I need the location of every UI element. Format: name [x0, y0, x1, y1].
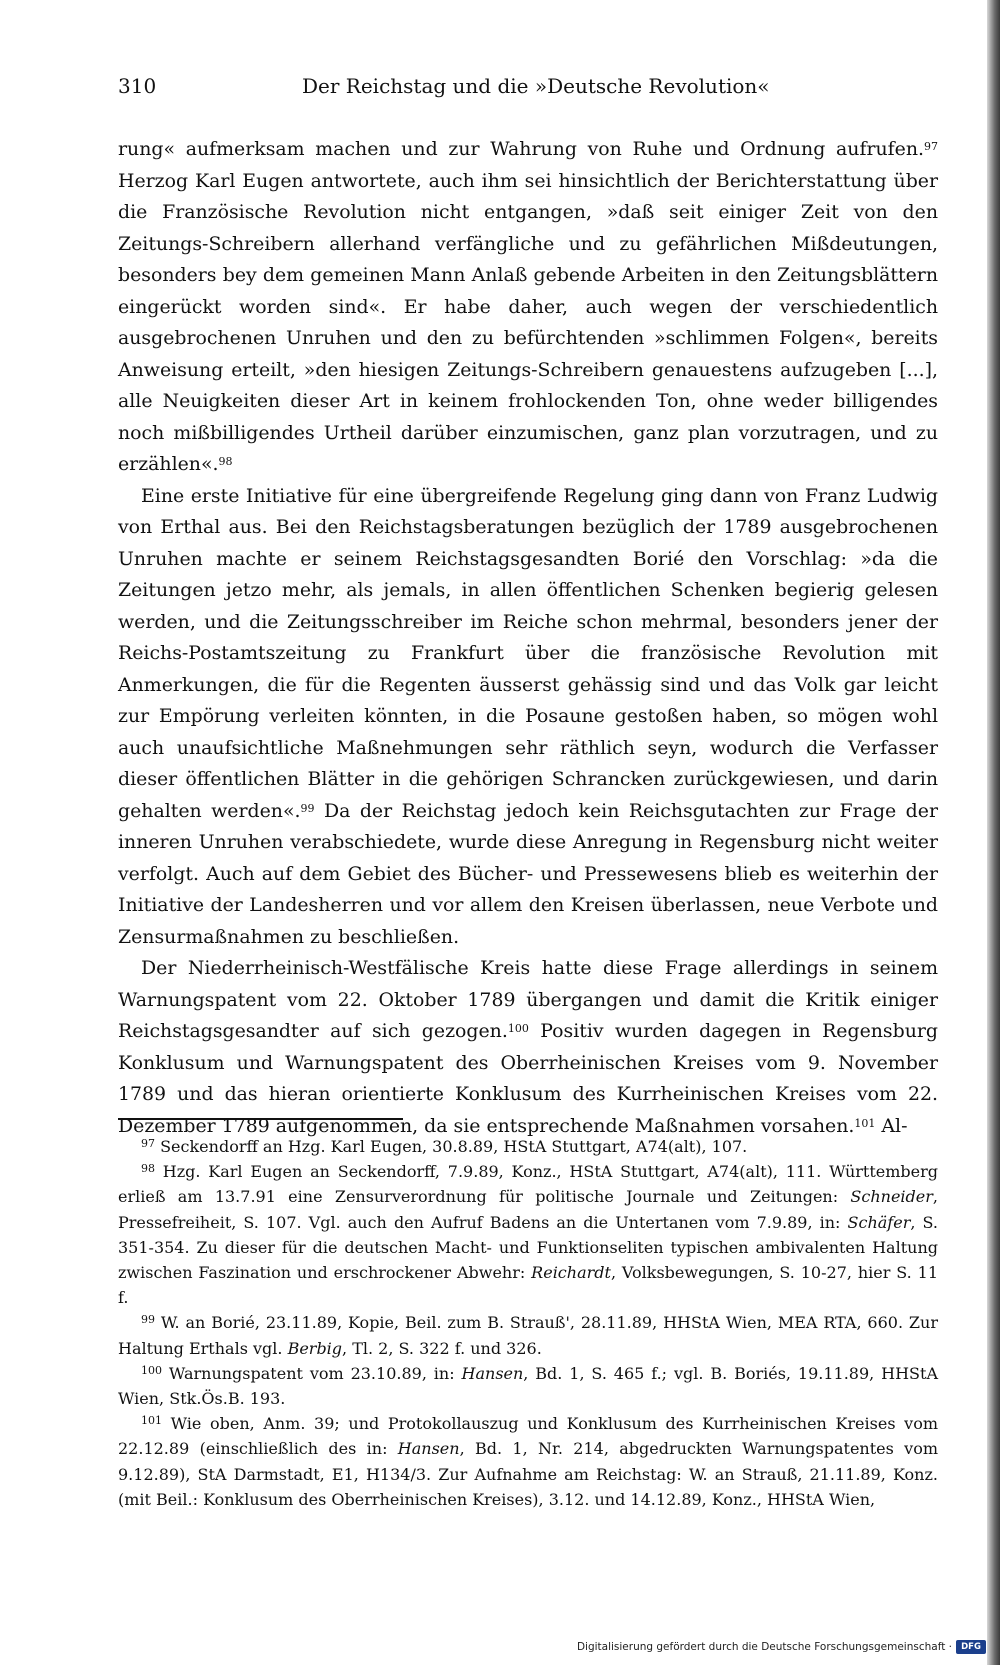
footnote-number: 98 [141, 1162, 155, 1176]
page-number: 310 [118, 74, 157, 98]
text-run: , Volksbewegungen, S. 10-27, hier S. 11 f. [118, 1263, 939, 1308]
text-run: Hzg. Karl Eugen an Seckendorff, 7.9.89, Konz., HStA Stuttgart, A74(alt), 111. Württemberg erließ am 13.7.91 eine Zensurverordnung für politische Journale und Zeitungen: [118, 1162, 938, 1207]
footnote-reference: 99 [300, 801, 315, 815]
text-run: , Bd. 1, S. 465 f.; vgl. B. Boriés, 19.11.89, HHStA Wien, Stk.Ös.B. 193. [118, 1363, 938, 1409]
footnote [118, 1134, 938, 1159]
author-name: Berbig [287, 1338, 343, 1358]
text-run: Seckendorff an Hzg. Karl Eugen, 30.8.89, HStA Stuttgart, A74(alt), 107. [155, 1137, 748, 1156]
footnote-number: 100 [141, 1363, 162, 1377]
footnote [118, 1411, 938, 1512]
page-edge-shadow [987, 0, 1000, 1665]
text-run: , S. 351-354. Zu dieser für die deutschen Macht- und Funktionseliten typischen ambivalenten Haltung zwischen Faszination und erschrockener Abwehr: [118, 1212, 938, 1283]
text-run: , Tl. 2, S. 322 f. und 326. [342, 1338, 542, 1358]
credit-text: Digitalisierung gefördert durch die Deutsche Forschungsgemeinschaft · [576, 1641, 952, 1653]
author-name: Hansen [397, 1439, 460, 1459]
running-header [118, 74, 938, 110]
footnote-reference: 97 [924, 140, 938, 153]
body-text [118, 134, 938, 1137]
paragraph [118, 481, 938, 954]
text-run: Wie oben, Anm. 39; und Protokollauszug und Konklusum des Kurrheinischen Kreises vom 22.12.89 (einschließlich des in: [118, 1414, 938, 1459]
footnote-number: 99 [141, 1313, 155, 1327]
footnote [118, 1361, 938, 1411]
footnotes [118, 1134, 939, 1509]
text-run: rung« aufmerksam machen und zur Wahrung von Ruhe und Ordnung aufrufen. [118, 138, 924, 160]
text-run: , Bd. 1, Nr. 214, abgedruckten Warnungspatentes vom 9.12.89), StA Darmstadt, E1, H134/3. Zur Aufnahme am Reichstag: W. an Strauß, 21.11.89, Konz. (mit Beil.: Konklusum des Oberrheinischen Kreises), 3.12. und 14.12.89, Konz., HHStA Wien, [118, 1439, 939, 1509]
footnote-reference: 100 [507, 1022, 529, 1035]
footnote-reference: 101 [854, 1116, 876, 1130]
footnote-reference: 98 [218, 455, 233, 468]
text-run: Positiv wurden dagegen in Regensburg Konklusum und Warnungspatent des Oberrheinischen Kreises vom 9. November 1789 und das hieran orientierte Konklusum des Kurrheinischen Kreises vom 22. Dezember 1789 aufgenommen, da sie entsprechende Maßnahmen vorsahen. [118, 1020, 938, 1137]
footnote-number: 97 [141, 1137, 155, 1150]
footnote-separator [118, 1118, 403, 1120]
text-run: Der Niederrheinisch-Westfälische Kreis hatte diese Frage allerdings in seinem Warnungspatent vom 22. Oktober 1789 übergangen und damit die Kritik einiger Reichstagsgesandter auf sich gezogen. [118, 957, 938, 1042]
running-title: Der Reichstag und die »Deutsche Revolution« [302, 74, 770, 98]
author-name: Schäfer [847, 1212, 911, 1232]
digitization-credit [577, 1639, 986, 1655]
text-run: W. an Borié, 23.11.89, Kopie, Beil. zum B. Strauß', 28.11.89, HHStA Wien, MEA RTA, 660. Zur Haltung Erthals vgl. [118, 1313, 938, 1358]
author-name: Schneider [850, 1187, 933, 1207]
dfg-logo: DFG [956, 1640, 986, 1654]
text-run: Herzog Karl Eugen antwortete, auch ihm sei hinsichtlich der Berichterstattung über die Französische Revolution nicht entgangen, »daß seit einiger Zeit von den Zeitungs-Schreibern allerhand verfängliche und zu gefährlichen Mißdeutungen, besonders bey dem gemeinen Mann Anlaß gebende Arbeiten in den Zeitungsblättern eingerückt worden sind«. Er habe daher, auch wegen der verschiedentlich ausgebrochenen Unruhen und den zu befürchtenden »schlimmen Folgen«, bereits Anweisung erteilt, »den hiesigen Zeitungs-Schreibern genauestens aufzugeben [...], alle Neuigkeiten dieser Art in keinem frohlockenden Ton, ohne weder billigendes noch mißbilligendes Urtheil darüber einzumischen, ganz plan vorzutragen, und zu erzählen«. [118, 169, 938, 475]
text-run: Da der Reichstag jedoch kein Reichsgutachten zur Frage der inneren Unruhen verabschiedete, wurde diese Anregung in Regensburg nicht weiter verfolgt. Auch auf dem Gebiet des Bücher- und Pressewesens blieb es weiterhin der Initiative der Landesherren und vor allem den Kreisen überlassen, neue Verbote und Zensurmaßnahmen zu beschließen. [118, 799, 938, 948]
author-name: Hansen [461, 1363, 524, 1383]
text-run: , Pressefreiheit, S. 107. Vgl. auch den Aufruf Badens an die Untertanen vom 7.9.89, in: [118, 1187, 938, 1232]
paragraph [118, 134, 938, 481]
footnote [118, 1310, 938, 1360]
text-run: Eine erste Initiative für eine übergreifende Regelung ging dann von Franz Ludwig von Erthal aus. Bei den Reichstagsberatungen bezüglich der 1789 ausgebrochenen Unruhen machte er seinem Reichstagsgesandten Borié den Vorschlag: »da die Zeitungen jetzo mehr, als jemals, in allen öffentlichen Schenken begierig gelesen werden, und die Zeitungsschreiber im Reiche schon mehrmal, besonders jener der Reichs-Postamtszeitung zu Frankfurt über die französische Revolution mit Anmerkungen, die für die Regenten äusserst gehässig sind und das Volk gar leicht zur Empörung verleiten könnten, in die Posaune gestoßen haben, so mögen wohl auch unaufsichtliche Maßnehmungen sehr räthlich seyn, wodurch die Verfasser dieser öffentlichen Blätter in die gehörigen Schrancken zurückgewiesen, und darin gehalten werden«. [118, 484, 938, 822]
paragraph [118, 953, 938, 1142]
footnote-number: 101 [141, 1414, 162, 1428]
text-run: Warnungspatent vom 23.10.89, in: [162, 1363, 462, 1383]
text-run: Al- [875, 1114, 908, 1137]
footnote [118, 1159, 938, 1310]
author-name: Reichardt [531, 1263, 611, 1283]
